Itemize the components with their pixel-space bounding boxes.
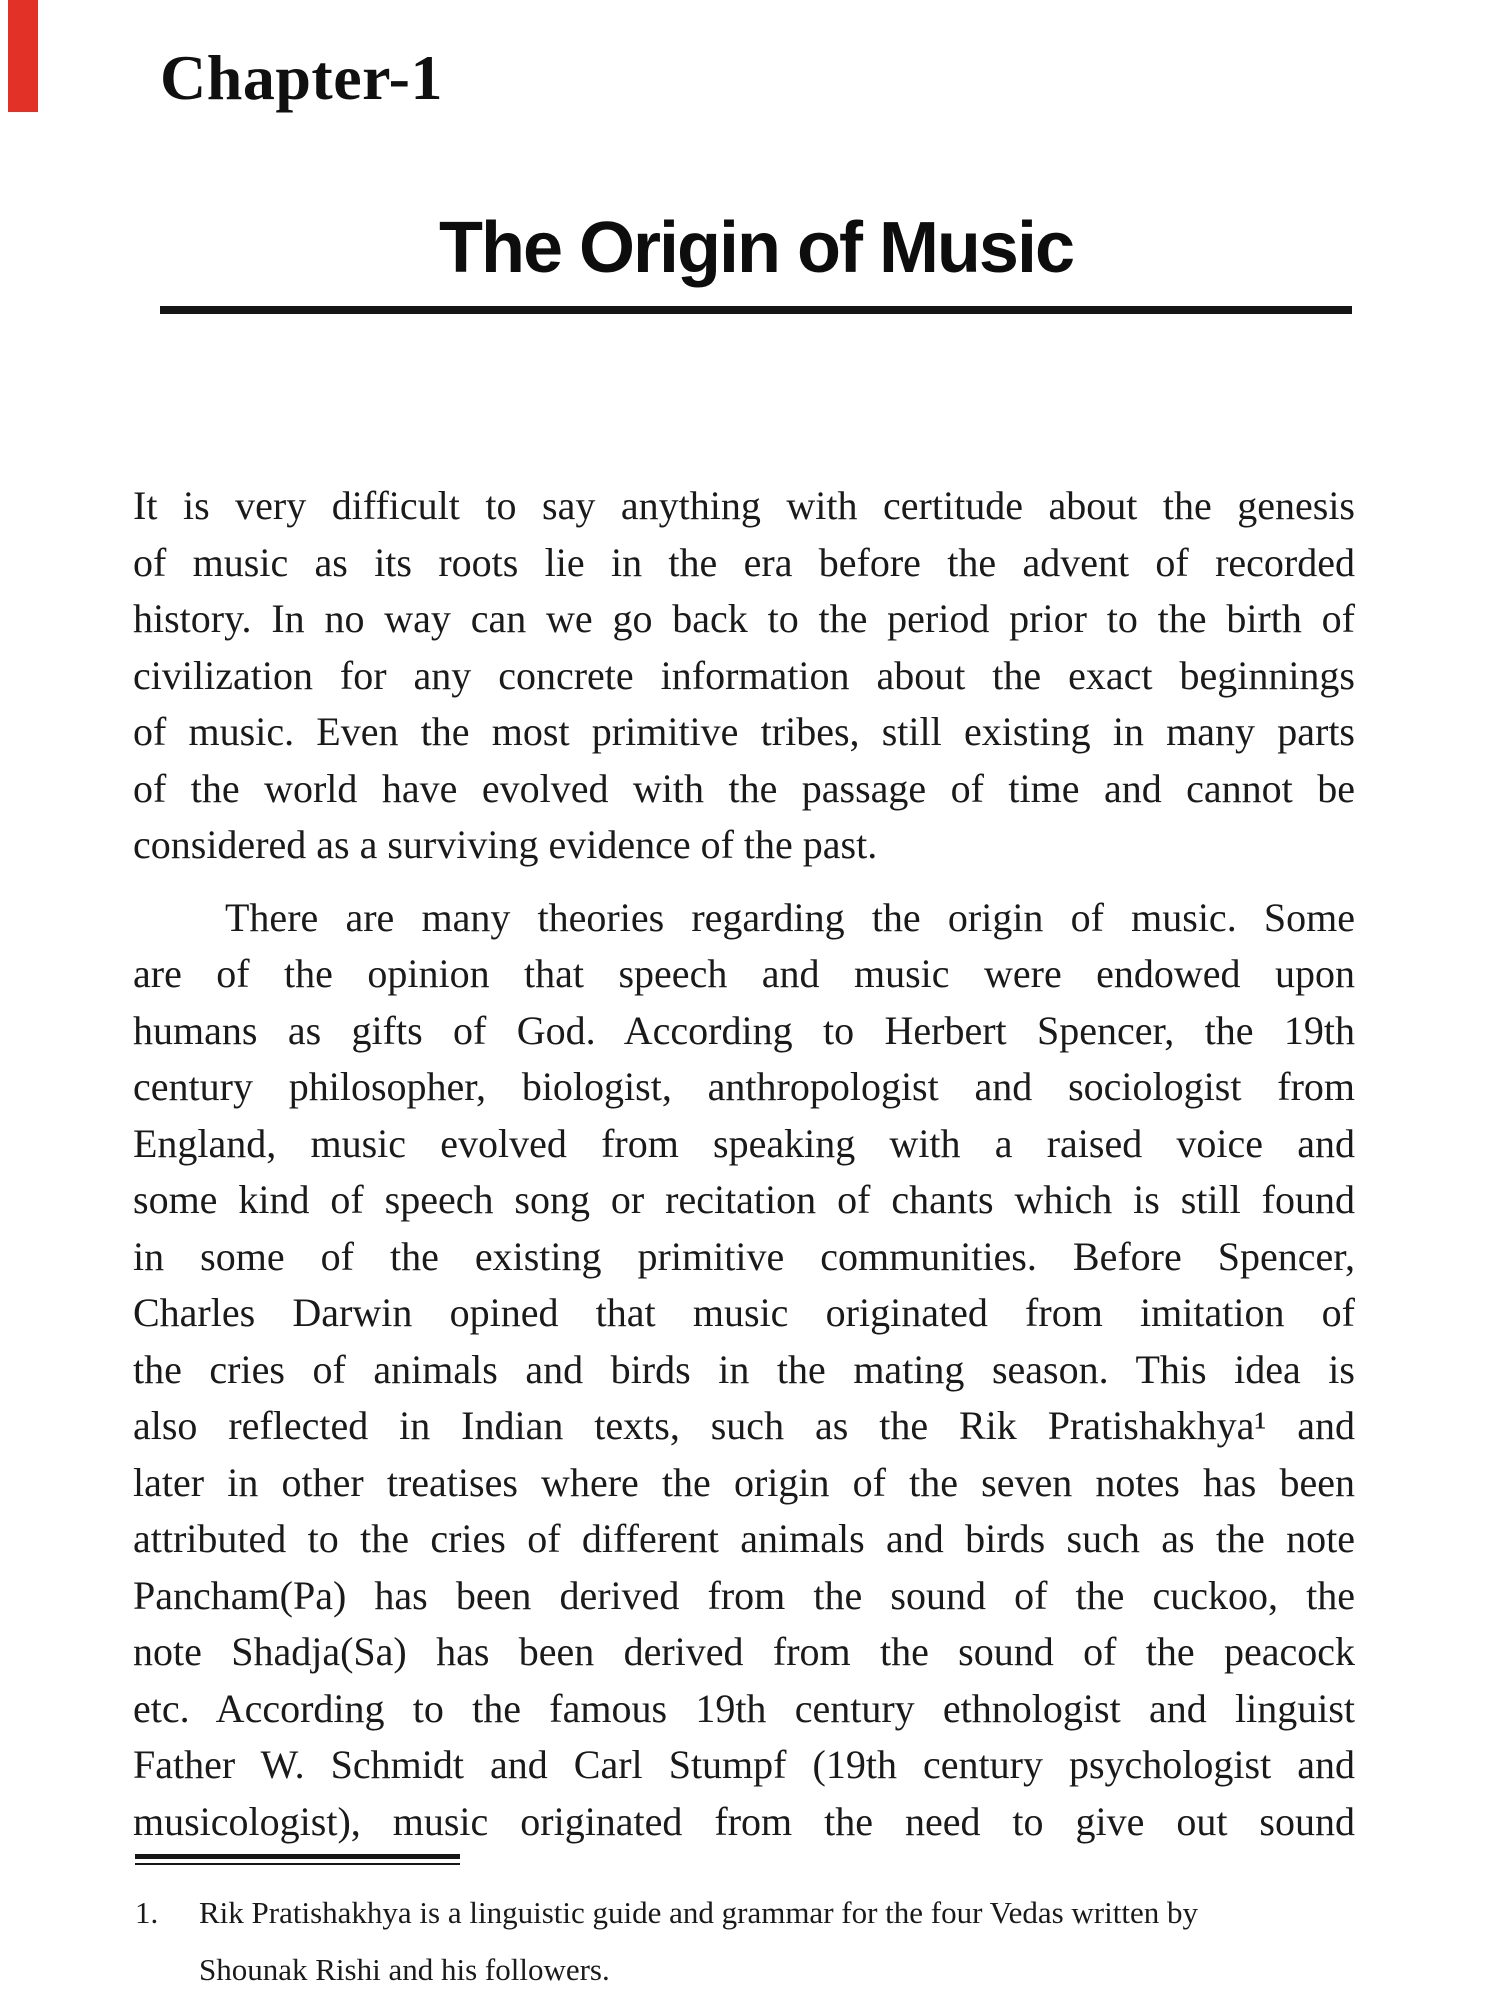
text-line: Pancham(Pa) has been derived from the sound of the cuckoo, the <box>133 1572 1355 1618</box>
chapter-heading: Chapter-1 <box>160 42 443 113</box>
text-line: attributed to the cries of different animals and birds such as the note <box>133 1516 1355 1561</box>
text-line: There are many theories regarding the origin of music. Some <box>225 894 1355 940</box>
text-line: It is very difficult to say anything with certitude about the genesis <box>133 483 1355 528</box>
footnote-line: Rik Pratishakhya is a linguistic guide and grammar for the four Vedas written by <box>199 1895 1198 1930</box>
paragraph <box>133 478 1355 874</box>
text-line: civilization for any concrete information about the exact beginnings <box>133 652 1355 698</box>
text-line: some kind of speech song or recitation of chants which is still found <box>133 1177 1355 1222</box>
text-line: century philosopher, biologist, anthropologist and sociologist from <box>133 1064 1355 1109</box>
title-block <box>160 208 1352 314</box>
text-line: considered as a surviving evidence of the past. <box>133 822 878 867</box>
title-rule <box>160 306 1352 314</box>
footnote-rule-thin-bar <box>135 1863 460 1865</box>
text-line: of music. Even the most primitive tribes, still existing in many parts <box>133 709 1355 754</box>
footnote <box>135 1884 1375 1998</box>
footnote-lines <box>199 1884 1375 1998</box>
text-line: Charles Darwin opined that music originated from imitation of <box>133 1290 1355 1335</box>
text-line: also reflected in Indian texts, such as the Rik Pratishakhya¹ and <box>133 1403 1355 1448</box>
page-title: The Origin of Music <box>438 208 1073 288</box>
text-line: musicologist), music originated from the need to give out sound <box>133 1798 1355 1844</box>
text-line: are of the opinion that speech and music were endowed upon <box>133 951 1355 996</box>
paragraph <box>133 890 1355 1851</box>
text-line: of music as its roots lie in the era before the advent of recorded <box>133 539 1355 585</box>
footnote-rule <box>135 1854 460 1865</box>
text-line: England, music evolved from speaking with a raised voice and <box>133 1120 1355 1166</box>
text-line: etc. According to the famous 19th century ethnologist and linguist <box>133 1685 1355 1731</box>
footnote-rule-thick-bar <box>135 1854 460 1859</box>
text-line: Father W. Schmidt and Carl Stumpf (19th century psychologist and <box>133 1742 1355 1787</box>
footnote-row <box>135 1884 1375 1998</box>
text-line: note Shadja(Sa) has been derived from the sound of the peacock <box>133 1629 1355 1674</box>
footnote-line: Shounak Rishi and his followers. <box>199 1952 610 1987</box>
footnote-marker: 1. <box>135 1895 159 1930</box>
text-line: the cries of animals and birds in the mating season. This idea is <box>133 1346 1355 1392</box>
text-line: humans as gifts of God. According to Herbert Spencer, the 19th <box>133 1007 1355 1053</box>
text-line: in some of the existing primitive communities. Before Spencer, <box>133 1233 1355 1279</box>
text-line: of the world have evolved with the passage of time and cannot be <box>133 765 1355 811</box>
text-line: later in other treatises where the origin of the seven notes has been <box>133 1459 1355 1505</box>
text-line: history. In no way can we go back to the period prior to the birth of <box>133 596 1355 641</box>
body-text <box>133 478 1355 1850</box>
red-bookmark-tab <box>8 0 38 112</box>
